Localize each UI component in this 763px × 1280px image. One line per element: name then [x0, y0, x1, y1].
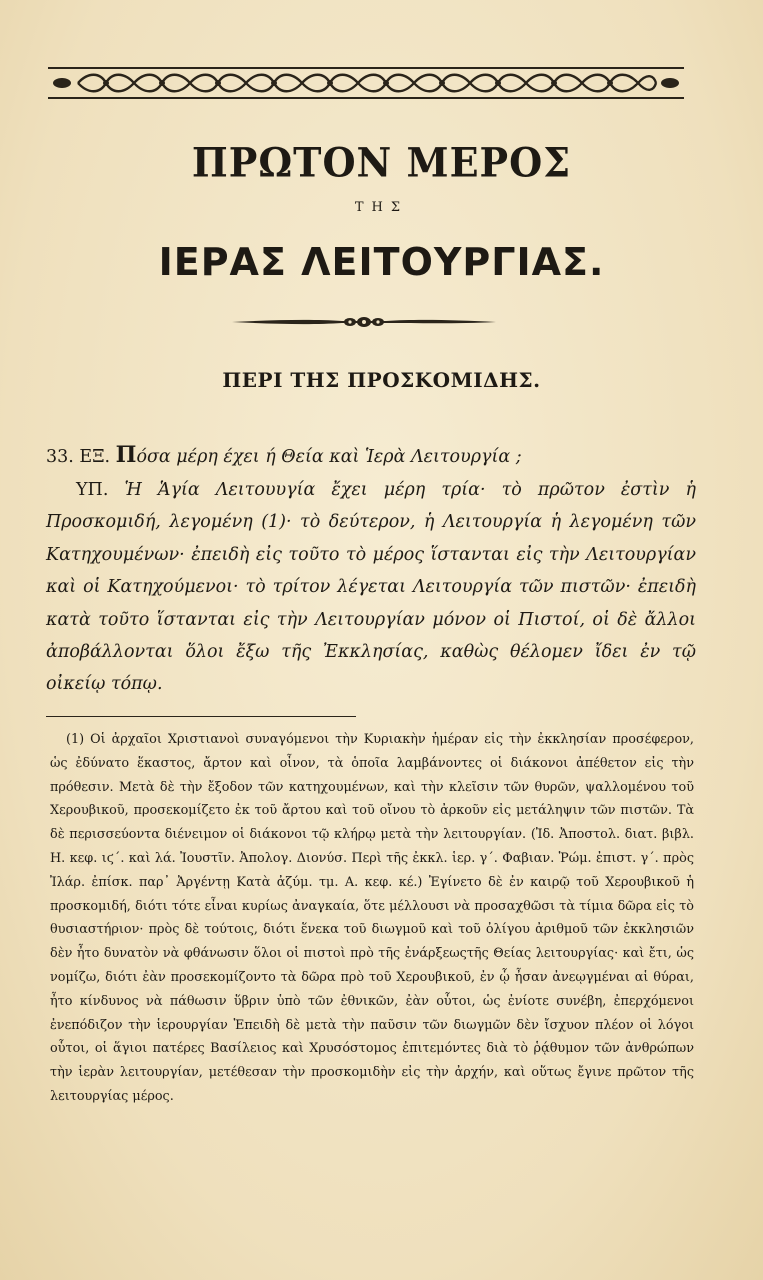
ornamental-border-icon	[48, 66, 684, 100]
question-text: όσα μέρη έχει ή Θεία καὶ Ἱερὰ Λειτουργία ;	[136, 447, 522, 467]
answer-paragraph	[46, 474, 696, 701]
question-number: 33.	[46, 447, 74, 467]
page-title: ΠΡΩΤΟΝ ΜΕΡΟΣ	[191, 138, 572, 187]
footnote: (1) Οἱ ἀρχαῖοι Χριστιανοὶ συναγόμενοι τὴν Κυριακὴν ἡμέραν εἰς τὴν ἐκκλησίαν προσέφερον, ὡς ἐδύνατο ἕκαστος, ἄρτον καὶ οἶνον, τὰ ὁποῖα λαμβάνοντες οἱ διάκονοι ἀπέθετον εἰς τὴν πρόθεσιν. Μετὰ δὲ τὴν ἔξοδον τῶν κατηχουμένων, καὶ τὴν κλεῖσιν τῶν θυρῶν, ψαλλομένου τοῦ Χερουβικοῦ, προσεκομίζετο ἐκ τοῦ ἄρτου καὶ τοῦ οἴνου τὸ ἀρκοῦν εἰς μετάληψιν τῶν πιστῶν. Τὰ δὲ περισσεύοντα διένειμον οἱ διάκονοι τῷ κλήρῳ μετὰ τὴν λειτουργίαν. (Ἰδ. Ἀποστολ. διατ. βιβλ. Η. κεφ. ιϛ΄. καὶ λά. Ἰουστῖν. Ἀπολογ. Διονύσ. Περὶ τῆς ἐκκλ. ἱερ. γ΄. Φαβιαν. Ῥώμ. ἐπιστ. γ΄. πρὸς Ἰλάρ. ἐπίσκ. παρ᾽ Ἀργέντῃ Κατὰ ἀζύμ. τμ. Α. κεφ. κέ.) Ἐγίνετο δὲ ἐν καιρῷ τοῦ Χερουβικοῦ ἡ προσκομιδή, διότι τότε εἶναι κυρίως ἀναγκαία, ὅτε μέλλουσι νὰ προσαχθῶσι τὰ τίμια δῶρα εἰς τὸ θυσιαστήριον· πρὸς δὲ τούτοις, διότι ἕνεκα τοῦ διωγμοῦ καὶ τοῦ ὀλίγου ἀριθμοῦ τῶν ἐκκλησιῶν δὲν ἦτο δυνατὸν νὰ φθάνωσιν ὅλοι οἱ πιστοὶ πρὸ τῆς ἐνάρξεωςτῆς Θείας λειτουργίας· καὶ ἔτι, ὡς νομίζω, διότι ἐὰν προσεκομίζοντο τὰ δῶρα πρὸ τοῦ Χερουβικοῦ, ἐν ᾧ ἦσαν ἀνεῳγμέναι αἱ θύραι, ἦτο κίνδυνος νὰ πάθωσιν ὕβριν ὑπὸ τῶν ἐθνικῶν, ἐὰν οὗτοι, ὡς ἐνίοτε συνέβη, ἐπερχόμενοι ἐνεπόδιζον τὴν ἱερουργίαν Ἐπειδὴ δὲ μετὰ τὴν παῦσιν τῶν διωγμῶν δὲν ἴσχυον πλέον οἱ λόγοι οὗτοι, οἱ ἅγιοι πατέρες Βασίλειος καὶ Χρυσόστομος ἐπιτεμόντες διὰ τὸ ῥᾴθυμον τῶν ἀνθρώπων τὴν ἱερὰν λειτουργίαν, μετέθεσαν τὴν προσκομιδὴν εἰς τὴν ἀρχήν, καὶ οὕτως ἔγινε πρῶτον τῆς λειτουργίας μέρος.	[50, 732, 694, 1104]
footnote-rule	[46, 716, 356, 717]
answer-text: Ἡ Ἁγία Λειτουυγία ἔχει μέρη τρία· τὸ πρῶτον ἐστὶν ἡ Προσκομιδή, λεγομένη (1)· τὸ δεύτερον, ἡ Λειτουργία ἡ λεγομένη τῶν Κατηχουμένων· ἐπειδὴ εἰς τοῦτο τὸ μέρος ἵστανται εἰς τὴν Λειτουργίαν καὶ οἱ Κατηχούμενοι· τὸ τρίτον λέγεται Λειτουργία τῶν πιστῶν· ἐπειδὴ κατὰ τοῦτο ἵστανται εἰς τὴν Λειτουργίαν μόνον οἱ Πιστοί, οἱ δὲ ἄλλοι ἀποβάλλονται ὅλοι ἔξω τῆς Ἐκκλησίας, καθὼς θέλομεν ἴδει ἐν τῷ οἰκείῳ τόπῳ.	[46, 480, 696, 695]
question-initial: Π	[115, 442, 137, 468]
page-subtitle: ΙΕΡΑΣ ΛΕΙΤΟΥΡΓΙΑΣ.	[158, 240, 605, 284]
section-heading: ΠΕΡΙ ΤΗΣ ΠΡΟΣΚΟΜΙΔΗΣ.	[222, 368, 541, 392]
divider-ornament-icon	[232, 312, 496, 332]
title-article: ΤΗΣ	[354, 200, 409, 215]
question-paragraph	[46, 439, 696, 473]
question-label: ΕΞ.	[79, 447, 111, 467]
answer-label: ΥΠ.	[76, 480, 109, 500]
